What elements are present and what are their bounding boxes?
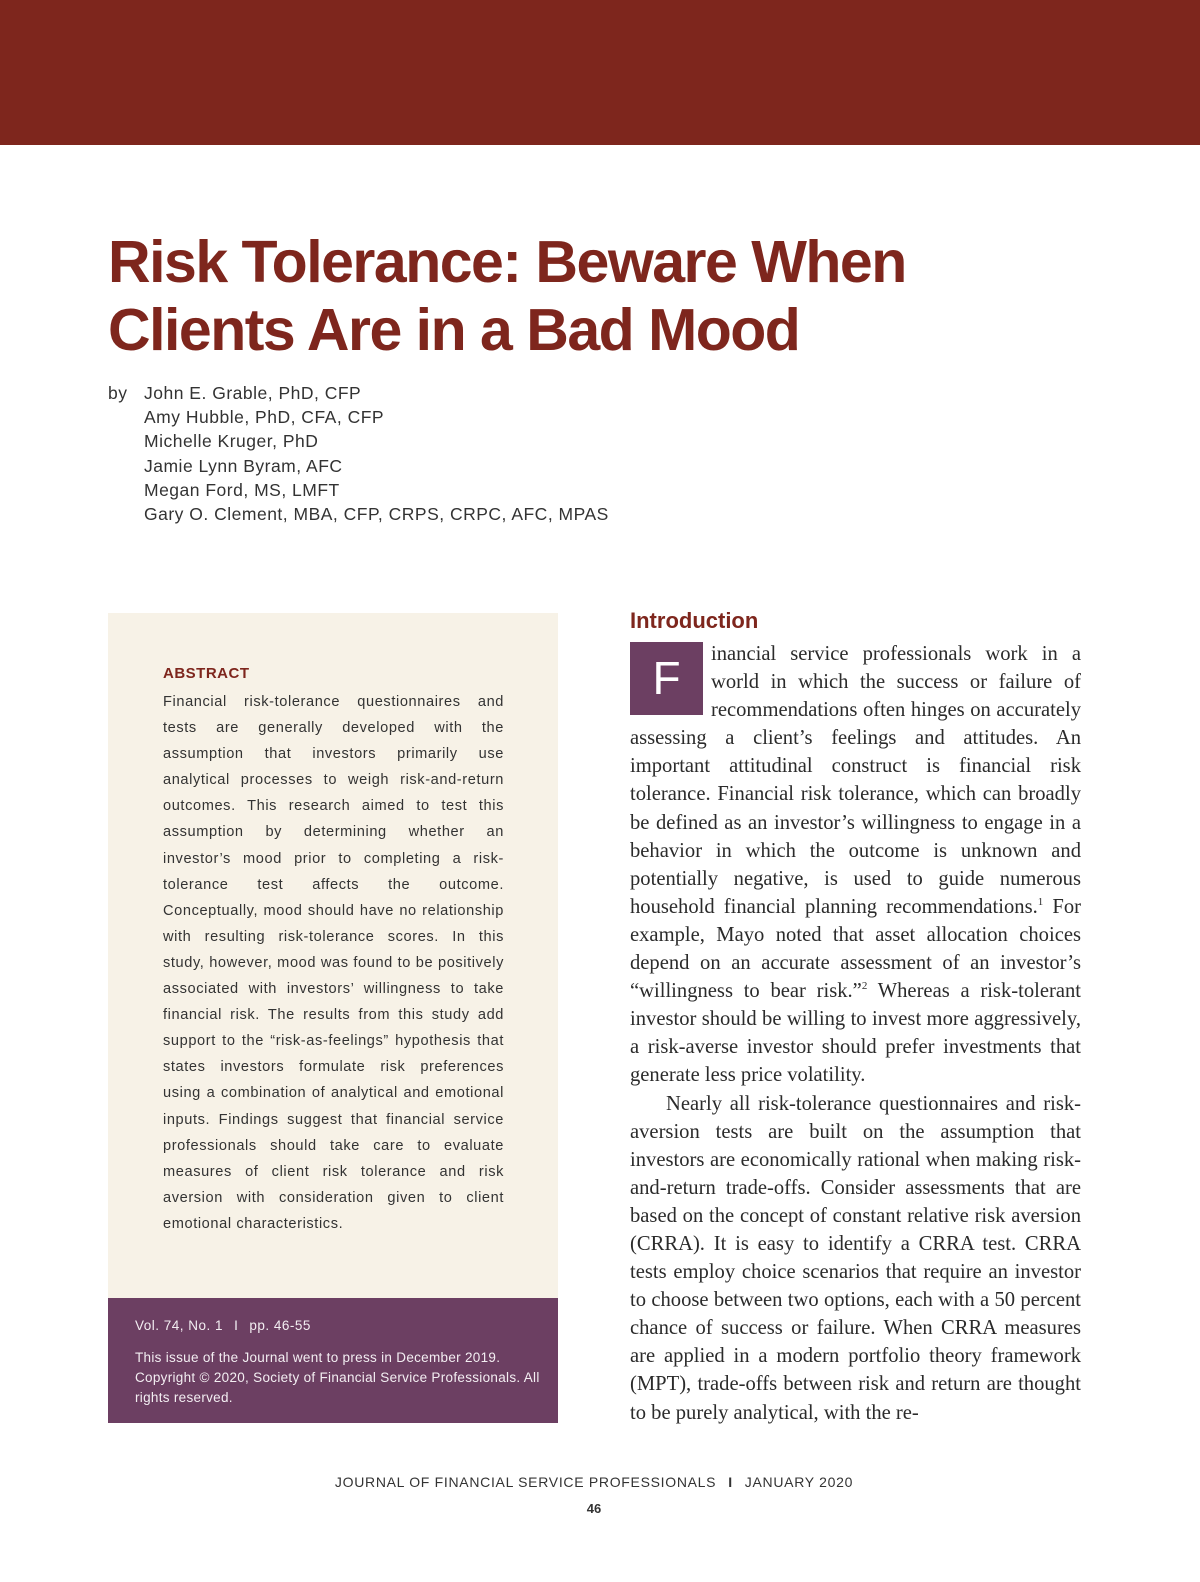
author-5: Megan Ford, MS, LMFT: [144, 479, 340, 500]
footnote-ref-1[interactable]: 1: [1037, 895, 1044, 908]
introduction-heading: Introduction: [630, 608, 759, 633]
footer-separator: I: [728, 1474, 733, 1490]
drop-cap: F: [630, 642, 703, 715]
abstract-text: Financial risk-tolerance questionnaires and tests are generally developed with the assumption that investors primarily use analytical processes to weigh risk-and-return outcomes. This research aimed to test this assumption by determining whether an investor’s mood prior to completing a risk-tolerance test affects the outcome. Conceptually, mood should have no relationship with resulting risk-tolerance scores. In this study, however, mood was found to be positively associated with investors’ willingness to take financial risk. The results from this study add support to the “risk-as-feelings” hypothesis that states investors formulate risk preferences using a combination of analytical and emotional inputs. Findings suggest that financial service professionals should take care to evaluate measures of client risk tolerance and risk aversion with consideration given to client emotional characteristics.: [163, 694, 504, 1232]
drop-cap-spacer: [630, 640, 711, 718]
volume-number: Vol. 74, No. 1: [135, 1318, 224, 1333]
issue-date: JANUARY 2020: [744, 1474, 854, 1490]
footnote-ref-2[interactable]: 2: [861, 980, 868, 993]
byline: [108, 381, 609, 526]
abstract-heading: ABSTRACT: [163, 665, 250, 682]
author-3: Michelle Kruger, PhD: [144, 431, 319, 452]
volume-line: [135, 1318, 311, 1333]
title-line-1: Risk Tolerance: Beware When: [108, 229, 906, 295]
running-footer: [0, 1474, 1188, 1490]
author-2: Amy Hubble, PhD, CFA, CFP: [144, 407, 385, 428]
author-4: Jamie Lynn Byram, AFC: [144, 455, 343, 476]
author-6: Gary O. Clement, MBA, CFP, CRPS, CRPC, AFC, MPAS: [144, 504, 609, 525]
press-note: This issue of the Journal went to press in December 2019. Copyright © 2020, Society of Financial Service Professionals. All rights reserved.: [135, 1350, 540, 1405]
paragraph-2: Nearly all risk-tolerance questionnaires and risk-aversion tests are built on the assumption that investors are economically rational when making risk-and-return trade-offs. Consider assessments that are based on the concept of constant relative risk aversion (CRRA). It is easy to identify a CRRA test. CRRA tests employ choice scenarios that require an investor to choose between two options, each with a 50 percent chance of success or failure. When CRRA measures are applied in a modern portfolio theory framework (MPT), trade-offs between risk and return are thought to be purely analytical, with the re-: [630, 1092, 1081, 1424]
paragraph-1-part-b: For example, Mayo noted that asset allocation choices depend on an accurate assessment of an investor’s “willingness to bear risk.”: [630, 895, 1081, 1003]
top-banner: [0, 0, 1200, 145]
journal-name: JOURNAL OF FINANCIAL SERVICE PROFESSIONALS: [334, 1474, 717, 1490]
abstract-box: [108, 613, 558, 1298]
issue-info-box: [108, 1298, 558, 1423]
page-range: pp. 46-55: [249, 1318, 311, 1333]
volume-separator: I: [234, 1318, 239, 1333]
author-list: [144, 381, 609, 526]
by-label: by: [108, 383, 128, 403]
page-number: 46: [586, 1501, 602, 1516]
title-line-2: Clients Are in a Bad Mood: [108, 297, 800, 363]
paragraph-1-part-c: Whereas a risk-tolerant investor should be willing to invest more aggressively, a risk-averse investor should prefer investments that generate less price volatility.: [630, 980, 1081, 1087]
paragraph-1-part-a: inancial service professionals work in a world in which the success or failure of recommendations often hinges on accurately assessing a client’s feelings and attitudes. An important attitudinal construct is financial risk tolerance. Financial risk tolerance, which can broadly be defined as an investor’s willingness to engage in a behavior in which the outcome is unknown and potentially negative, is used to guide numerous household financial planning recommendations.: [630, 643, 1081, 918]
author-1: John E. Grable, PhD, CFP: [144, 383, 362, 403]
introduction-body: [630, 640, 1081, 1427]
article-title: [108, 228, 1108, 364]
